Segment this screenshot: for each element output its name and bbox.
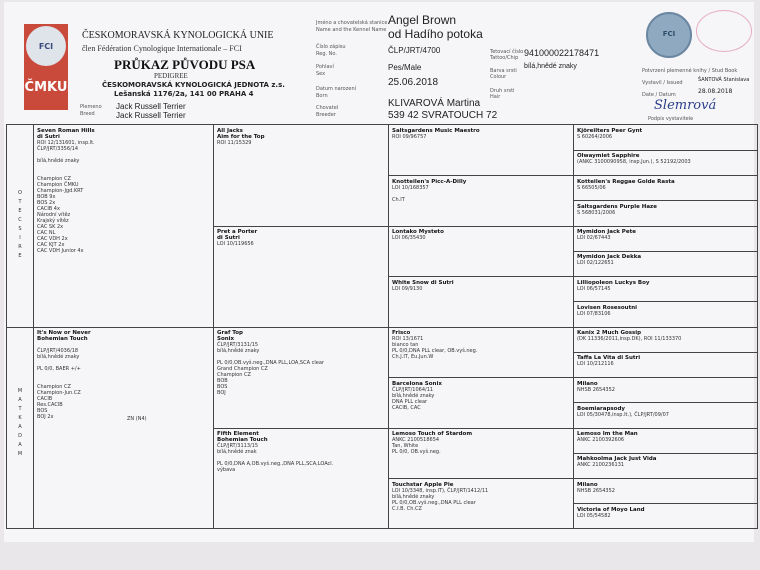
pedigree-table bbox=[6, 124, 758, 529]
ancestor-detail: ROI 13/1671 bbox=[392, 336, 424, 342]
ancestor-detail: Champion-Jun.CZ bbox=[37, 390, 81, 396]
reg-number: ČLP/JRT/4700 bbox=[388, 46, 441, 55]
doc-title: PRŮKAZ PŮVODU PSA bbox=[114, 57, 256, 72]
org-title: ČESKOMORAVSKÁ KYNOLOGICKÁ UNIE bbox=[82, 30, 274, 41]
breeder-label-en: Breeder bbox=[316, 112, 336, 118]
ancestor-cell bbox=[392, 431, 472, 455]
ancestor-cell bbox=[577, 406, 669, 418]
ancestor-name: Mymidon Jack Dekka bbox=[577, 254, 642, 261]
ancestor-detail: ČLP/JRT/3131/15 bbox=[217, 342, 259, 348]
ancestor-detail: ČLP/JRT/3356/14 bbox=[37, 146, 79, 152]
ancestor-name: Bohemian Touch bbox=[37, 336, 88, 342]
ancestor-name: Lilliopoleon Luckys Boy bbox=[577, 279, 650, 286]
breed-label-cz: Plemeno bbox=[80, 104, 102, 110]
ancestor-name: Sonix bbox=[217, 336, 235, 342]
ancestor-detail: NHSB 2654352 bbox=[577, 386, 615, 393]
ancestor-cell bbox=[392, 229, 444, 241]
ancestor-detail: bílá,hnědé znak bbox=[217, 449, 257, 455]
ancestor-name: All Jacks bbox=[217, 128, 243, 134]
doc-subtitle: PEDIGREE bbox=[154, 72, 188, 80]
ancestor-detail: Champion CZ bbox=[37, 176, 71, 182]
ancestor-detail: BOB bbox=[217, 378, 228, 384]
ancestor-name: Fifth Element bbox=[217, 431, 259, 437]
ancestor-detail: BOS bbox=[217, 384, 228, 390]
breeder-address: 539 42 SVRATOUCH 72 bbox=[388, 110, 498, 121]
ancestor-detail: Krajský vítěz bbox=[37, 218, 69, 224]
ancestor-detail: CACIB, CAC bbox=[392, 404, 421, 411]
issuer: ČESKOMORAVSKÁ KYNOLOGICKÁ JEDNOTA z.s. bbox=[102, 81, 285, 89]
ancestor-detail: CAC KJT 2x bbox=[37, 242, 65, 248]
ancestor-cell bbox=[577, 381, 615, 393]
ancestor-detail: CACIB bbox=[37, 396, 53, 402]
ancestor-detail: bílá,hnědé znaky bbox=[392, 392, 435, 399]
ancestor-detail: LOI 06/35430 bbox=[392, 235, 426, 241]
ancestor-name: Frisco bbox=[392, 330, 411, 336]
ancestor-detail: S 66505/06 bbox=[577, 184, 606, 191]
org-member: člen Fédération Cynologique Internationale – FCI bbox=[82, 44, 242, 53]
breeder-name: KLIVAROVÁ Martina bbox=[388, 98, 481, 109]
reg-label-en: Reg. No. bbox=[316, 51, 337, 57]
ancestor-cell bbox=[392, 482, 488, 512]
ancestor-cell bbox=[577, 128, 642, 140]
ancestor-detail: ROI 11/15329 bbox=[217, 140, 252, 146]
ancestor-cell bbox=[392, 330, 477, 360]
ancestor-detail: bílá,hnědé znaky bbox=[217, 348, 260, 354]
issue-date: 28.08.2018 bbox=[698, 88, 733, 95]
date-label: Date / Datum bbox=[642, 92, 676, 98]
ancestor-cell bbox=[577, 153, 691, 165]
name-label-cz: Jméno a chovatelská stanice bbox=[316, 20, 388, 26]
ancestor-detail: ANKC 2100518654 bbox=[392, 437, 440, 443]
ancestor-name: Knotteilen's Picc-A-Dilly bbox=[392, 178, 467, 185]
ancestor-cell bbox=[217, 128, 265, 146]
issued-by-value: ŠANTOVÁ Stanislava bbox=[698, 77, 750, 83]
ancestor-cell bbox=[392, 381, 442, 411]
ancestor-detail: LOI 10/168357 bbox=[392, 184, 429, 191]
ancestor-detail: CACIB 4x bbox=[37, 206, 60, 212]
ancestor-name: White Snow di Sutri bbox=[392, 279, 454, 286]
reg-label-cz: Číslo zápisu bbox=[316, 44, 346, 50]
breeder-label-cz: Chovatel bbox=[316, 105, 339, 111]
ancestor-cell bbox=[577, 204, 657, 216]
ancestor-detail: (DK 11336/2011,insp.DK), ROI 11/133370 bbox=[577, 336, 682, 342]
signature-label: Podpis vystavitele bbox=[648, 116, 694, 122]
ancestor-cell bbox=[37, 128, 95, 254]
ancestor-detail: LOI 10/119656 bbox=[217, 241, 254, 247]
ancestor-name: di Sutri bbox=[217, 235, 240, 241]
ancestor-name: Taffa La Vita di Sutri bbox=[577, 355, 641, 362]
breed-value-2: Jack Russell Terrier bbox=[116, 111, 186, 120]
ancestor-detail: ANKC 2100392606 bbox=[577, 437, 625, 443]
hair-label-en: Hair bbox=[490, 94, 501, 100]
ancestor-cell bbox=[577, 355, 640, 367]
dog-name-2: od Hadího potoka bbox=[388, 27, 483, 41]
ancestor-detail: CAC SK 2x bbox=[37, 224, 64, 230]
tattoo-label-en: Tattoo/Chip bbox=[490, 55, 519, 61]
ancestor-detail: DNA PLL clear bbox=[392, 398, 428, 405]
ancestor-cell bbox=[392, 128, 480, 140]
ancestor-detail: (ANKC 3100090958, insp.Jun.), S 52192/2003 bbox=[577, 159, 691, 166]
ancestor-name: Saltsgardens Purple Haze bbox=[577, 203, 657, 210]
ancestor-detail: Grand Champion CZ bbox=[217, 366, 268, 372]
ancestor-detail: BOB 9x bbox=[37, 194, 56, 200]
studbook-label: Potvrzení plemenné knihy / Stud Book bbox=[642, 68, 738, 74]
ancestor-cell bbox=[577, 431, 638, 443]
ancestor-detail: Champion-Jgd.KRT bbox=[37, 188, 84, 194]
ancestor-cell bbox=[577, 280, 649, 292]
ancestor-name: Lontako Mysteto bbox=[392, 229, 444, 235]
name-label-en: Name and the Kennel Name bbox=[316, 27, 387, 33]
hair-label-cz: Druh srsti bbox=[490, 88, 515, 94]
ancestor-cell bbox=[577, 305, 637, 317]
ancestor-detail: CAC VDH Junior 4x bbox=[37, 248, 84, 254]
ancestor-cell bbox=[577, 507, 645, 519]
ancestor-cell bbox=[217, 431, 333, 473]
ancestor-detail: BOJ bbox=[217, 390, 226, 396]
ancestor-detail: bílá,hnědé znaky bbox=[392, 493, 435, 500]
ancestor-detail: NHSB 2654352 bbox=[577, 487, 615, 494]
ancestor-detail: LOI 10/212116 bbox=[577, 361, 614, 368]
ancestor-detail: bianco tan bbox=[392, 342, 419, 348]
red-stamp-icon bbox=[696, 10, 752, 52]
ancestor-name: Barcelona Sonix bbox=[392, 380, 442, 387]
ancestor-cell bbox=[217, 330, 324, 396]
ancestor-name: Boemiarapsody bbox=[577, 405, 625, 412]
ancestor-name: Pret a Porter bbox=[217, 229, 258, 235]
ancestor-extra: ZN (N4) bbox=[127, 416, 147, 422]
birth-label-cz: Datum narození bbox=[316, 86, 356, 92]
ancestor-detail: C.I.B. Ch.CZ bbox=[392, 505, 422, 512]
ancestor-detail: ROI 09/96757 bbox=[392, 134, 427, 140]
ancestor-detail: bílá,hnědé znaky bbox=[37, 354, 80, 360]
ancestor-cell bbox=[577, 179, 675, 191]
colour-label-cz: Barva srsti bbox=[490, 68, 517, 74]
ancestor-detail: CAC NL bbox=[37, 230, 56, 236]
ancestor-detail: S 60264/2006 bbox=[577, 134, 613, 140]
ancestor-detail: CAC VDH 2x bbox=[37, 236, 68, 242]
ancestor-name: Bohemian Touch bbox=[217, 437, 268, 443]
ancestor-detail: S 568031/2006 bbox=[577, 209, 616, 216]
ancestor-name: Mymidon Jack Pete bbox=[577, 229, 636, 235]
issuer-address: Lešanská 1176/2a, 141 00 PRAHA 4 bbox=[114, 90, 254, 98]
ancestor-detail: LOI 05/30478,insp.It.), ČLP/JRT/09/07 bbox=[577, 411, 669, 418]
sire-side-label: O T E C S I R E bbox=[18, 190, 22, 259]
ancestor-detail: Ch.IT bbox=[392, 196, 405, 203]
ancestor-cell bbox=[217, 229, 257, 247]
ancestor-detail: PL 0/0, BAER +/+ bbox=[37, 366, 81, 372]
ancestor-name: Kjöreilters Peer Gynt bbox=[577, 128, 643, 134]
ancestor-name: Olwaymiet Sapphire bbox=[577, 153, 640, 160]
ancestor-name: Milano bbox=[577, 380, 598, 387]
ancestor-detail: Tan, White bbox=[392, 443, 419, 449]
birth-label-en: Born bbox=[316, 93, 328, 99]
ancestor-detail: PL 0/0,OB.vyš.neg.,DNA PLL clear bbox=[392, 499, 476, 506]
ancestor-detail: ČLP/JRT/4036/18 bbox=[37, 348, 79, 354]
ancestor-detail: ROI 12/131601, insp.lt. bbox=[37, 140, 95, 146]
ancestor-detail: Res.CACIB bbox=[37, 402, 63, 408]
pedigree-document bbox=[4, 2, 754, 542]
tattoo-label-cz: Tetovací číslo bbox=[490, 49, 524, 55]
sex-label-en: Sex bbox=[316, 71, 326, 77]
ancestor-name: Saltsgardens Music Maestro bbox=[392, 128, 480, 134]
ancestor-name: Lemoso Touch of Stardom bbox=[392, 431, 473, 437]
ancestor-name: Kotteilen's Reggae Golde Rasta bbox=[577, 178, 675, 185]
ancestor-name: Kanix 2 Much Gossip bbox=[577, 330, 642, 336]
dam-side-label: M A T K A D A M bbox=[17, 388, 23, 457]
sex-label-cz: Pohlaví bbox=[316, 64, 334, 70]
ancestor-detail: ČLP/JRT/3113/15 bbox=[217, 443, 259, 449]
ancestor-name: Graf Top bbox=[217, 330, 243, 336]
ancestor-detail: Champion ČMKU bbox=[37, 182, 79, 188]
ancestor-cell bbox=[392, 280, 454, 292]
ancestor-detail: LOI 07/83106 bbox=[577, 310, 611, 317]
ancestor-detail: ČLP/JRT/1064/11 bbox=[392, 386, 434, 393]
ancestor-name: Aim for the Top bbox=[217, 134, 265, 140]
ancestor-detail: PL 0/0, OB.vyš.neg. bbox=[392, 449, 441, 455]
ancestor-name: Victoria of Moyo Land bbox=[577, 506, 645, 513]
ancestor-detail: LOI 02/67443 bbox=[577, 235, 611, 241]
ancestor-detail: PL 0/0,DNA PLL clear, OB.vyš.neg. bbox=[392, 348, 478, 354]
ancestor-detail: Národní vítěz bbox=[37, 212, 71, 218]
ancestor-name: Seven Roman Hills bbox=[37, 128, 95, 134]
ancestor-detail: ANKC 2100236131 bbox=[577, 462, 625, 469]
dog-name-1: Angel Brown bbox=[388, 13, 457, 27]
ancestor-detail: LOI 06/57145 bbox=[577, 285, 611, 292]
ancestor-name: Touchstar Apple Pie bbox=[392, 481, 454, 488]
signature: Slemrová bbox=[654, 98, 717, 113]
ancestor-detail: LOI 09/9130 bbox=[392, 285, 423, 292]
ancestor-name: Mahkoolma Jack Just Vida bbox=[577, 456, 657, 463]
ancestor-detail: Champion CZ bbox=[217, 372, 251, 378]
ancestor-detail: PL 0/0,OB.vyš.neg.,DNA PLL,LOA,SCA clear bbox=[217, 360, 324, 366]
breed-value-1: Jack Russell Terrier bbox=[116, 102, 186, 111]
ancestor-name: Lemoso Im the Man bbox=[577, 431, 638, 437]
ancestor-name: Lovisen Rosesoutni bbox=[577, 304, 638, 311]
breed-label-en: Breed bbox=[80, 111, 95, 117]
ancestor-detail: BOS bbox=[37, 408, 48, 414]
ancestor-cell bbox=[577, 254, 641, 266]
colour-label-en: Colour bbox=[490, 74, 507, 80]
ancestor-cell bbox=[577, 482, 615, 494]
ancestor-detail: LOI 02/122651 bbox=[577, 260, 614, 267]
ancestor-detail: výbava bbox=[217, 467, 236, 473]
fci-stamp-icon: FCI bbox=[646, 12, 692, 58]
ancestor-detail: LOI 05/54582 bbox=[577, 512, 611, 519]
birth-date: 25.06.2018 bbox=[388, 77, 439, 88]
ancestor-name: di Sutri bbox=[37, 134, 60, 140]
ancestor-detail: BOS 2x bbox=[37, 200, 56, 206]
ancestor-cell bbox=[392, 179, 466, 203]
ancestor-detail: Champion CZ bbox=[37, 384, 71, 390]
ancestor-detail: LOI 10/3348, insp.IT), ČLP/JRT/1412/11 bbox=[392, 487, 489, 494]
ancestor-detail: bílá,hnědé znaky bbox=[37, 158, 80, 164]
sex-value: Pes/Male bbox=[388, 63, 422, 72]
ancestor-detail: Ch.J.IT, Eu.Jun.W bbox=[392, 354, 434, 360]
ancestor-detail: BOJ 2x bbox=[37, 414, 54, 420]
colour-value: bílá,hnědé znaky bbox=[524, 63, 577, 70]
ancestor-cell bbox=[577, 456, 656, 468]
ancestor-detail: PL 0/0,DNA A,OB.vyš.neg.,DNA PLL,SCA,LOAcl. bbox=[217, 461, 334, 467]
issued-by-label: Vystavil / Issued bbox=[642, 80, 683, 86]
ancestor-cell bbox=[577, 229, 636, 241]
ancestor-cell bbox=[577, 330, 681, 342]
ancestor-cell bbox=[37, 330, 147, 422]
ancestor-name: Milano bbox=[577, 481, 598, 488]
chip-number: 941000022178471 bbox=[524, 48, 600, 58]
ancestor-name: It's Now or Never bbox=[37, 330, 91, 336]
cmku-fci-logo: FCI ČMKU bbox=[24, 24, 68, 110]
